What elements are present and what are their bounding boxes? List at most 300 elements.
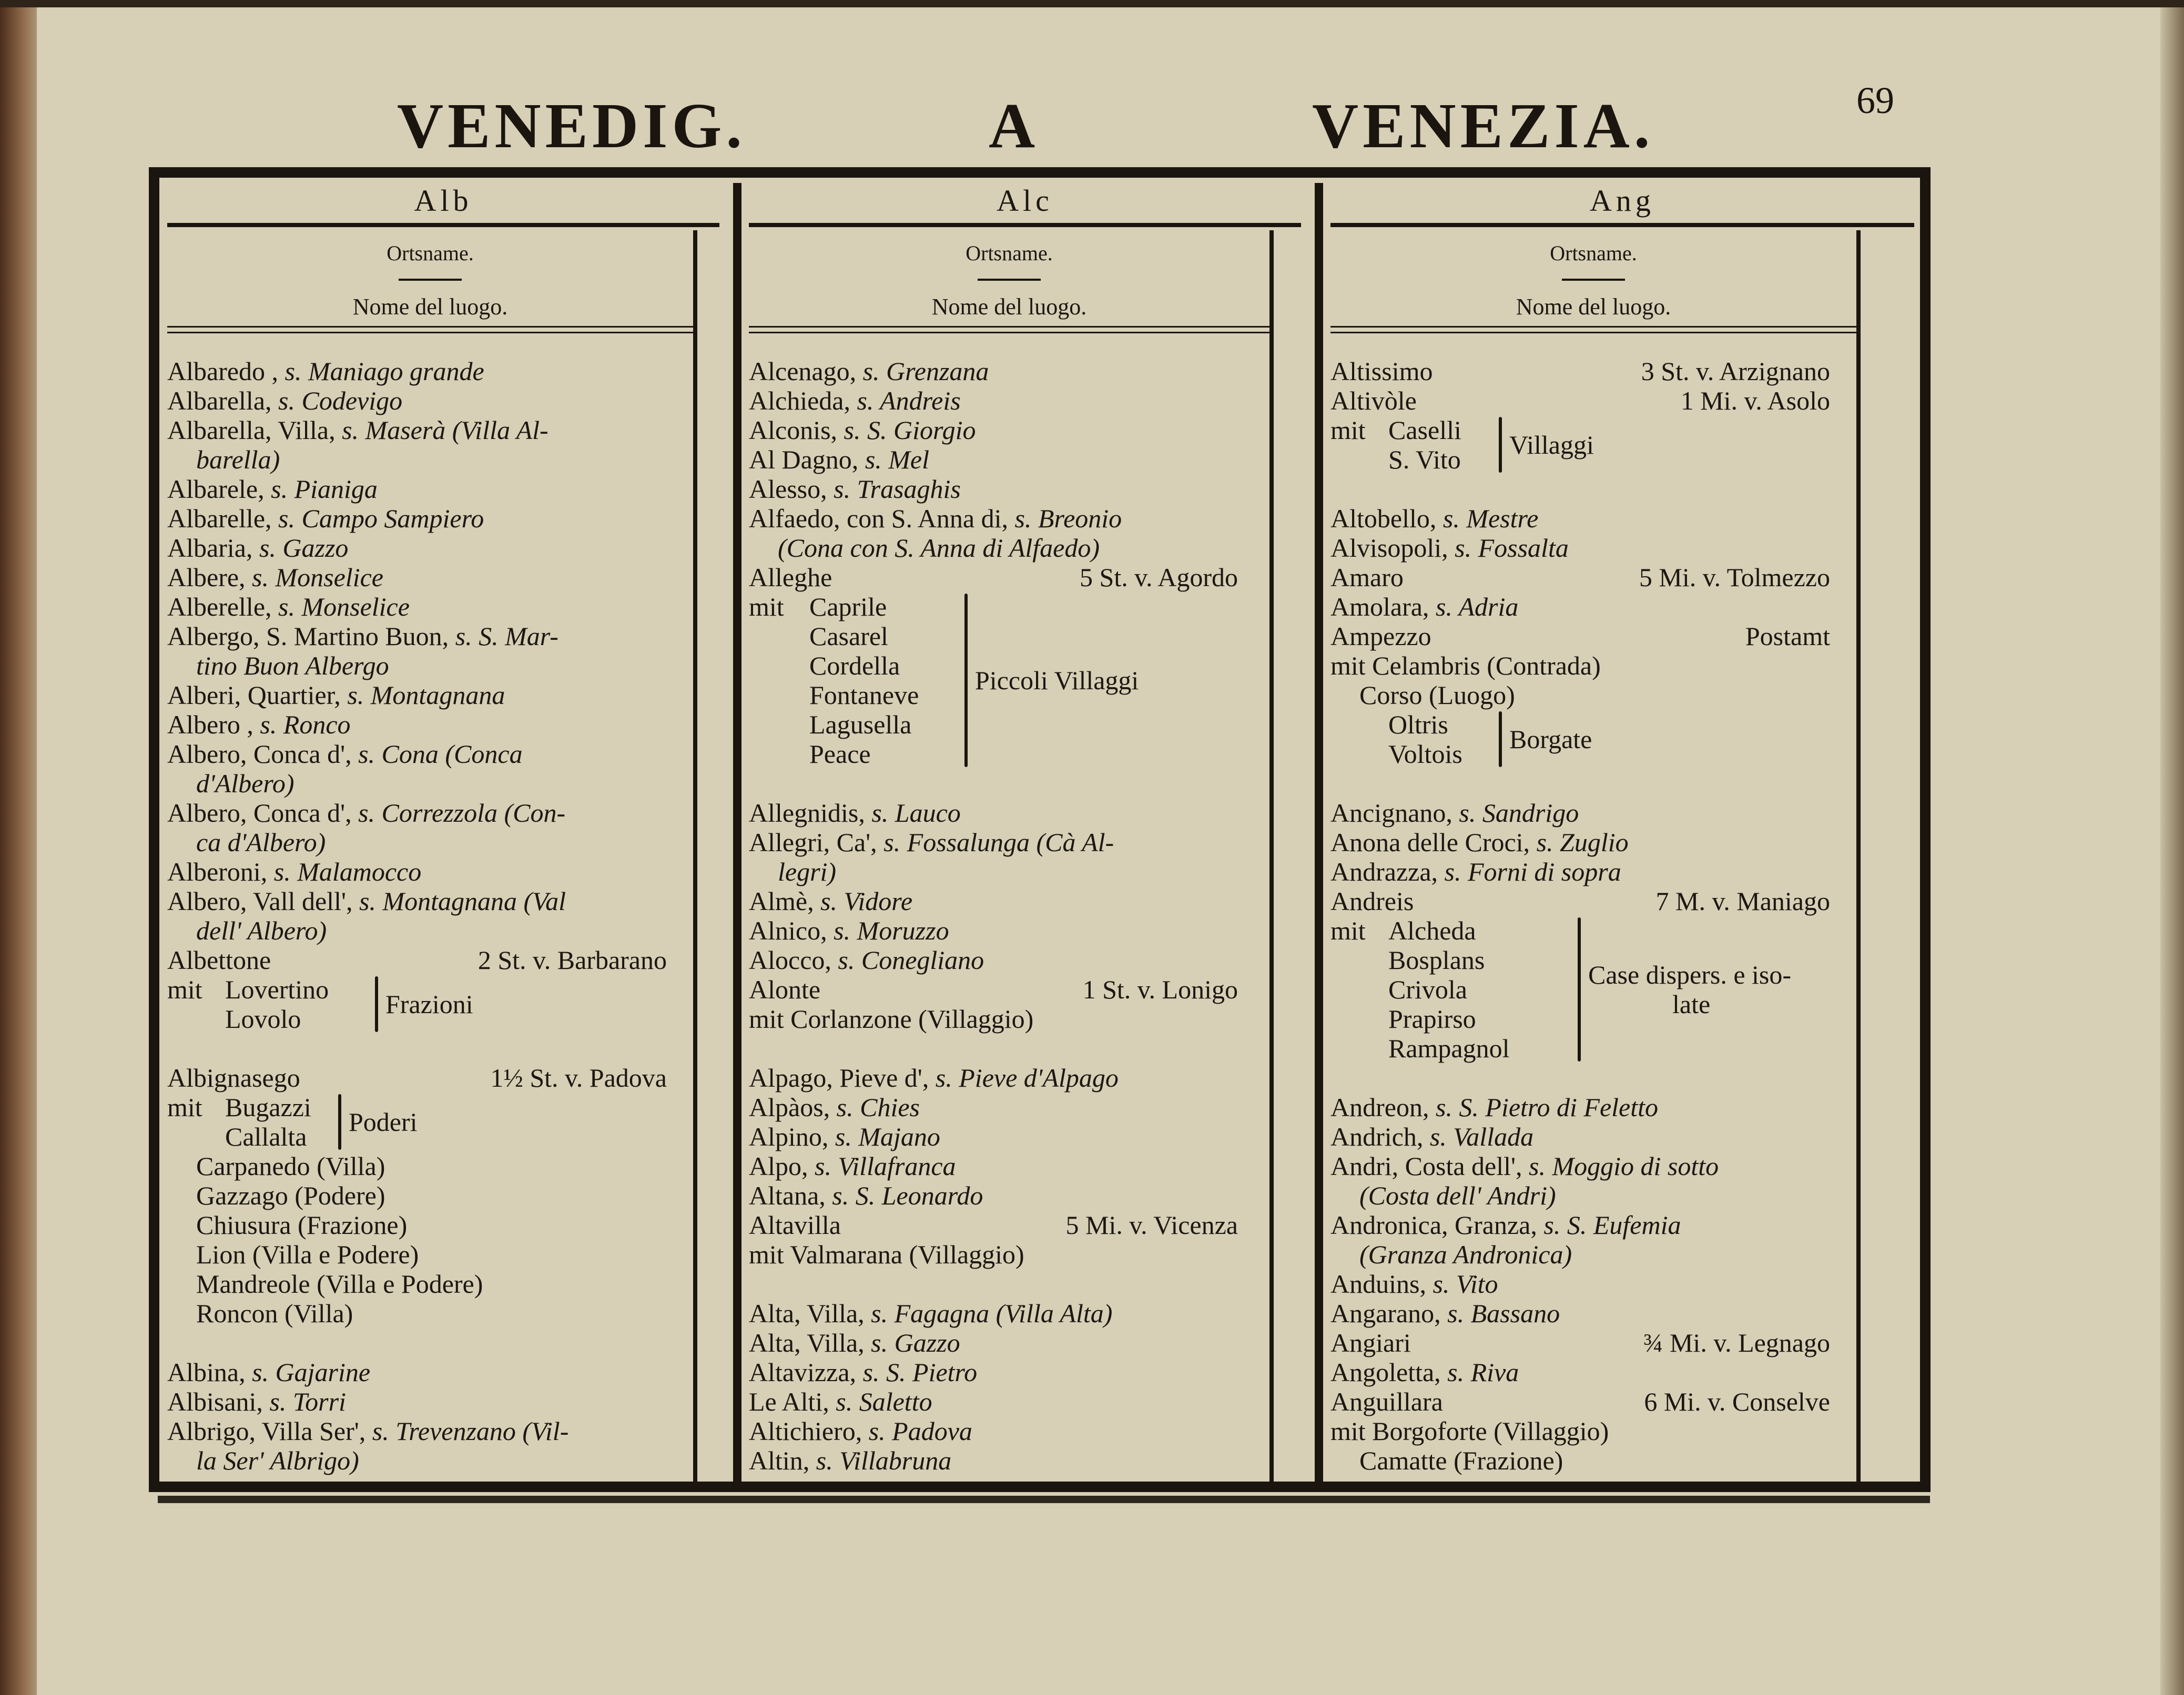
list-item bbox=[167, 445, 693, 474]
entry-name: Alocco, bbox=[749, 945, 838, 975]
list-item bbox=[167, 533, 693, 563]
column-subhead-german: Ortsname. bbox=[387, 241, 474, 265]
list-item bbox=[1330, 592, 1856, 621]
list-item bbox=[167, 945, 693, 975]
list-item bbox=[749, 1328, 1269, 1357]
brace bbox=[1499, 711, 1502, 767]
entry-reference: s. Riva bbox=[1447, 1357, 1519, 1387]
entry-name: Altin, bbox=[749, 1446, 816, 1475]
entry-distance: 1½ St. v. Padova bbox=[490, 1063, 667, 1092]
list-item bbox=[749, 975, 1269, 1004]
entry-name: Anduins, bbox=[1330, 1269, 1433, 1299]
list-item bbox=[167, 886, 693, 916]
entry-name: Andreis bbox=[1330, 886, 1414, 916]
entry-reference: s. S. Pietro di Feletto bbox=[1435, 1092, 1659, 1122]
group-item: Caprile bbox=[809, 592, 887, 621]
list-item bbox=[167, 1269, 693, 1299]
list-item bbox=[749, 1210, 1269, 1240]
brace-group bbox=[1330, 916, 1856, 1063]
group-item: Bugazzi bbox=[225, 1092, 311, 1122]
brace bbox=[1578, 917, 1581, 1061]
list-item bbox=[1330, 563, 1856, 592]
entry-name: Angiari bbox=[1330, 1328, 1411, 1357]
entry-reference: s. Montagnana (Val bbox=[359, 886, 566, 916]
entry-name: Alpo, bbox=[749, 1151, 815, 1181]
entry-name: Albrigo, Villa Ser', bbox=[167, 1416, 372, 1446]
entry-reference: (Costa dell' Andri) bbox=[1359, 1181, 1556, 1210]
list-item bbox=[749, 1092, 1269, 1122]
spacer bbox=[1330, 474, 1856, 504]
list-item bbox=[749, 356, 1269, 386]
list-item bbox=[1330, 828, 1856, 857]
entry-reference: s. Trasaghis bbox=[834, 474, 961, 504]
entry-name: Albere, bbox=[167, 563, 252, 592]
list-item bbox=[749, 1387, 1269, 1416]
entry-name: Albina, bbox=[167, 1357, 252, 1387]
entry-name: Altavilla bbox=[749, 1210, 841, 1240]
entry-name: Anguillara bbox=[1330, 1387, 1443, 1416]
entry-reference: s. Forni di sopra bbox=[1444, 857, 1621, 886]
entry-distance: 6 Mi. v. Conselve bbox=[1644, 1387, 1830, 1416]
spacer bbox=[1330, 1063, 1856, 1092]
entry-reference: s. Chies bbox=[836, 1092, 920, 1122]
entry-distance: ¾ Mi. v. Legnago bbox=[1643, 1328, 1830, 1357]
list-item bbox=[749, 445, 1269, 474]
entry-name: Albarele, bbox=[167, 474, 271, 504]
group-item: Lovolo bbox=[225, 1004, 301, 1034]
list-item bbox=[167, 798, 693, 828]
list-item bbox=[749, 828, 1269, 857]
entry-reference: s. Vidore bbox=[820, 886, 913, 916]
entry-reference: ca d'Albero) bbox=[196, 828, 326, 857]
list-item bbox=[1330, 1328, 1856, 1357]
entry-reference: s. Vito bbox=[1433, 1269, 1498, 1299]
group-label: Borgate bbox=[1509, 724, 1592, 754]
entry-name: Alberoni, bbox=[167, 857, 274, 886]
entry-reference: s. Gajarine bbox=[252, 1357, 371, 1387]
entry-reference: s. Monselice bbox=[252, 563, 383, 592]
brace-group bbox=[167, 1092, 693, 1151]
entry-reference: s. S. Leonardo bbox=[832, 1181, 983, 1210]
column-inner-line bbox=[693, 230, 697, 1482]
entry-name: mit Borgoforte (Villaggio) bbox=[1330, 1416, 1609, 1446]
entry-name: Alnico, bbox=[749, 916, 834, 945]
subhead-rule bbox=[978, 279, 1041, 281]
list-item bbox=[1330, 1416, 1856, 1446]
entry-name: Albettone bbox=[167, 945, 271, 975]
entry-name: Alleghe bbox=[749, 563, 832, 592]
entry-reference: s. Sandrigo bbox=[1459, 798, 1579, 828]
list-item bbox=[167, 1063, 693, 1092]
entry-reference: s. Pianiga bbox=[271, 474, 378, 504]
page-edge bbox=[2160, 0, 2184, 1695]
entry-reference: tino Buon Albergo bbox=[196, 651, 389, 680]
group-lead: mit bbox=[1330, 415, 1366, 445]
entry-name: Andronica, Granza, bbox=[1330, 1210, 1544, 1240]
entry-name: Altivòle bbox=[1330, 386, 1417, 415]
entry-name: Carpanedo (Villa) bbox=[196, 1151, 385, 1181]
entry-name: Altissimo bbox=[1330, 356, 1433, 386]
list-item bbox=[1330, 680, 1856, 710]
list-item bbox=[167, 504, 693, 533]
list-item bbox=[749, 1151, 1269, 1181]
list-item bbox=[167, 680, 693, 710]
entry-reference: s. Fossalta bbox=[1455, 533, 1569, 563]
column-top-rule bbox=[167, 223, 719, 227]
list-item bbox=[1330, 1181, 1856, 1210]
entry-name: mit Corlanzone (Villaggio) bbox=[749, 1004, 1034, 1034]
entry-reference: d'Albero) bbox=[196, 769, 294, 798]
entry-reference: s. Padova bbox=[868, 1416, 972, 1446]
entry-reference: s. Gazzo bbox=[259, 533, 349, 563]
column bbox=[167, 183, 719, 1482]
group-label: Villaggi bbox=[1509, 430, 1594, 460]
brace-group bbox=[749, 592, 1269, 769]
entry-reference: s. Codevigo bbox=[278, 386, 403, 415]
column-top-rule bbox=[749, 223, 1301, 227]
spacer bbox=[749, 1269, 1269, 1299]
entry-name: Gazzago (Podere) bbox=[196, 1181, 385, 1210]
entry-distance: 5 Mi. v. Tolmezzo bbox=[1639, 563, 1830, 592]
column-subhead-italian: Nome del luogo. bbox=[931, 294, 1087, 320]
entry-name: Altichiero, bbox=[749, 1416, 869, 1446]
list-item bbox=[749, 1122, 1269, 1151]
entry-name: Albarelle, bbox=[167, 504, 279, 533]
list-item bbox=[1330, 1387, 1856, 1416]
group-item: Callalta bbox=[225, 1122, 307, 1151]
entry-name: Mandreole (Villa e Podere) bbox=[196, 1269, 483, 1299]
entry-name: Andreon, bbox=[1330, 1092, 1436, 1122]
column-subhead-german: Ortsname. bbox=[966, 241, 1053, 265]
brace-group bbox=[1330, 710, 1856, 769]
list-item bbox=[1330, 356, 1856, 386]
group-item: Cordella bbox=[809, 651, 900, 680]
list-item bbox=[1330, 1122, 1856, 1151]
entry-name: Roncon (Villa) bbox=[196, 1299, 353, 1328]
spacer bbox=[1330, 769, 1856, 798]
subhead-rule bbox=[399, 279, 462, 281]
entry-reference: s. Gazzo bbox=[871, 1328, 960, 1357]
entry-reference: s. Trevenzano (Vil- bbox=[372, 1416, 569, 1446]
entry-name: Alpàos, bbox=[749, 1092, 837, 1122]
list-item bbox=[1330, 1151, 1856, 1181]
list-item bbox=[167, 1357, 693, 1387]
column-inner-line bbox=[1269, 230, 1274, 1482]
list-item bbox=[167, 857, 693, 886]
header-italian: VENEZIA. bbox=[1312, 90, 1654, 161]
list-item bbox=[749, 916, 1269, 945]
entry-name: Andri, Costa dell', bbox=[1330, 1151, 1529, 1181]
list-item bbox=[749, 1063, 1269, 1092]
list-item bbox=[749, 1004, 1269, 1034]
entry-name: Alberelle, bbox=[167, 592, 279, 621]
entry-name: Altana, bbox=[749, 1181, 832, 1210]
group-label: Frazioni bbox=[385, 989, 473, 1019]
entry-reference: s. Villafranca bbox=[815, 1151, 956, 1181]
list-item bbox=[167, 769, 693, 798]
entry-name: Alchieda, bbox=[749, 386, 857, 415]
entry-reference: la Ser' Albrigo) bbox=[196, 1446, 359, 1475]
group-lead: mit bbox=[749, 592, 784, 621]
list-item bbox=[167, 651, 693, 680]
entry-reference: s. Saletto bbox=[836, 1387, 932, 1416]
entry-reference: s. Montagnana bbox=[347, 680, 505, 710]
entry-distance: 7 M. v. Maniago bbox=[1655, 886, 1830, 916]
entry-name: Alpago, Pieve d', bbox=[749, 1063, 936, 1092]
entry-reference: s. Mel bbox=[865, 445, 930, 474]
entry-name: Albarella, Villa, bbox=[167, 415, 342, 445]
list-item bbox=[1330, 533, 1856, 563]
entry-reference: s. S. Eufemia bbox=[1543, 1210, 1681, 1240]
list-item bbox=[167, 739, 693, 769]
entry-reference: s. Pieve d'Alpago bbox=[935, 1063, 1119, 1092]
column-rule bbox=[749, 332, 1269, 333]
entry-name: Alonte bbox=[749, 975, 821, 1004]
entry-reference: s. S. Giorgio bbox=[844, 415, 976, 445]
bottom-rule bbox=[158, 1496, 1930, 1503]
entry-reference: s. Lauco bbox=[871, 798, 961, 828]
entry-reference: s. Moruzzo bbox=[834, 916, 949, 945]
entry-reference: s. Bassano bbox=[1447, 1299, 1560, 1328]
group-item: Caselli bbox=[1388, 415, 1461, 445]
entry-reference: s. Andreis bbox=[857, 386, 961, 415]
group-item: Prapirso bbox=[1388, 1004, 1476, 1034]
entry-reference: barella) bbox=[196, 445, 280, 474]
group-lead: mit bbox=[1330, 916, 1366, 945]
entry-reference: s. Fossalunga (Cà Al- bbox=[883, 828, 1114, 857]
list-item bbox=[749, 1357, 1269, 1387]
entry-reference: s. Vallada bbox=[1429, 1122, 1534, 1151]
entry-reference: s. Maserà (Villa Al- bbox=[342, 415, 548, 445]
brace-group bbox=[167, 975, 693, 1034]
group-item: Lovertino bbox=[225, 975, 329, 1004]
entry-reference: s. Mestre bbox=[1443, 504, 1539, 533]
group-item: S. Vito bbox=[1388, 445, 1461, 474]
entry-reference: s. Grenzana bbox=[862, 356, 989, 386]
list-item bbox=[749, 415, 1269, 445]
list-item bbox=[749, 798, 1269, 828]
entry-name: Ancignano, bbox=[1330, 798, 1459, 828]
entry-list bbox=[749, 356, 1269, 1475]
list-item bbox=[167, 710, 693, 739]
entry-name: Anona delle Croci, bbox=[1330, 828, 1537, 857]
group-item: Bosplans bbox=[1388, 945, 1485, 975]
entry-name: Allegri, Ca', bbox=[749, 828, 884, 857]
brace bbox=[1499, 417, 1502, 473]
list-item bbox=[167, 1446, 693, 1475]
entry-reference: s. Breonio bbox=[1014, 504, 1122, 533]
list-item bbox=[167, 356, 693, 386]
list-item bbox=[1330, 1299, 1856, 1328]
entry-name: Albaredo , bbox=[167, 356, 285, 386]
list-item bbox=[167, 1240, 693, 1269]
list-item bbox=[1330, 857, 1856, 886]
brace-group bbox=[1330, 415, 1856, 474]
entry-name: mit Valmarana (Villaggio) bbox=[749, 1240, 1024, 1269]
entry-reference: s. Zuglio bbox=[1536, 828, 1629, 857]
page-number: 69 bbox=[1856, 79, 1894, 121]
entry-name: Ampezzo bbox=[1330, 621, 1431, 651]
entry-name: Alberi, Quartier, bbox=[167, 680, 348, 710]
column-inner-line bbox=[1856, 230, 1861, 1482]
column-title: Alb bbox=[414, 183, 473, 218]
group-item: Crivola bbox=[1388, 975, 1467, 1004]
entry-name: Angoletta, bbox=[1330, 1357, 1448, 1387]
entry-name: Albero, Vall dell', bbox=[167, 886, 359, 916]
entry-name: Camatte (Frazione) bbox=[1359, 1446, 1563, 1475]
group-lead: mit bbox=[167, 1092, 202, 1122]
entry-reference: legri) bbox=[778, 857, 837, 886]
list-item bbox=[167, 563, 693, 592]
list-item bbox=[749, 1181, 1269, 1210]
column-subhead-italian: Nome del luogo. bbox=[1516, 294, 1671, 320]
entry-name: Alta, Villa, bbox=[749, 1328, 871, 1357]
list-item bbox=[1330, 1240, 1856, 1269]
entry-name: Alconis, bbox=[749, 415, 844, 445]
entry-name: Albaria, bbox=[167, 533, 259, 563]
list-item bbox=[749, 533, 1269, 563]
entry-name: Albignasego bbox=[167, 1063, 300, 1092]
column-rule bbox=[1330, 332, 1856, 333]
entry-name: Amolara, bbox=[1330, 592, 1436, 621]
list-item bbox=[1330, 1269, 1856, 1299]
list-item bbox=[749, 1446, 1269, 1475]
column-title: Ang bbox=[1590, 183, 1655, 218]
header-letter: A bbox=[989, 90, 1035, 161]
entry-name: Altobello, bbox=[1330, 504, 1443, 533]
list-item bbox=[1330, 1357, 1856, 1387]
entry-distance: 1 Mi. v. Asolo bbox=[1680, 386, 1830, 415]
brace bbox=[964, 594, 968, 767]
list-item bbox=[749, 474, 1269, 504]
entry-reference: s. Adria bbox=[1435, 592, 1519, 621]
brace bbox=[375, 976, 378, 1032]
list-item bbox=[167, 916, 693, 945]
entry-reference: dell' Albero) bbox=[196, 916, 327, 945]
entry-reference: s. Torri bbox=[269, 1387, 346, 1416]
entry-name: Altavizza, bbox=[749, 1357, 863, 1387]
entry-distance: 5 Mi. v. Vicenza bbox=[1065, 1210, 1238, 1240]
entry-name: Albisani, bbox=[167, 1387, 270, 1416]
entry-list bbox=[1330, 356, 1856, 1475]
group-item: Fontaneve bbox=[809, 680, 919, 710]
entry-name: Albarella, bbox=[167, 386, 279, 415]
list-item bbox=[749, 386, 1269, 415]
list-item bbox=[167, 386, 693, 415]
entry-reference: s. Majano bbox=[835, 1122, 940, 1151]
entry-name: Angarano, bbox=[1330, 1299, 1448, 1328]
entry-name: Le Alti, bbox=[749, 1387, 836, 1416]
column-separator bbox=[733, 183, 741, 1482]
list-item bbox=[1330, 886, 1856, 916]
list-item bbox=[749, 1299, 1269, 1328]
list-item bbox=[749, 857, 1269, 886]
entry-name: Lion (Villa e Podere) bbox=[196, 1240, 419, 1269]
entry-name: Al Dagno, bbox=[749, 445, 865, 474]
list-item bbox=[1330, 386, 1856, 415]
group-label: Case dispers. e iso- bbox=[1588, 960, 1792, 989]
list-item bbox=[167, 474, 693, 504]
list-item bbox=[1330, 651, 1856, 680]
list-item bbox=[167, 1416, 693, 1446]
column-rule bbox=[167, 332, 693, 333]
entry-reference: s. S. Mar- bbox=[455, 621, 558, 651]
column-subhead-italian: Nome del luogo. bbox=[352, 294, 508, 320]
column-top-rule bbox=[1330, 223, 1914, 227]
entry-name: Albero, Conca d', bbox=[167, 798, 359, 828]
header-german: VENEDIG. bbox=[397, 90, 746, 161]
group-label: Poderi bbox=[349, 1107, 418, 1137]
entry-name: Alfaedo, con S. Anna di, bbox=[749, 504, 1015, 533]
list-item bbox=[167, 1151, 693, 1181]
entry-name: Almè, bbox=[749, 886, 821, 916]
column-title: Alc bbox=[997, 183, 1053, 218]
subhead-rule bbox=[1562, 279, 1625, 281]
group-item: Oltris bbox=[1388, 710, 1448, 739]
list-item bbox=[749, 945, 1269, 975]
list-item bbox=[1330, 1446, 1856, 1475]
column-rule bbox=[167, 326, 693, 328]
list-item bbox=[167, 1299, 693, 1328]
entry-reference: s. S. Pietro bbox=[862, 1357, 978, 1387]
spacer bbox=[749, 769, 1269, 798]
group-item: Lagusella bbox=[809, 710, 912, 739]
list-item bbox=[167, 1181, 693, 1210]
list-item bbox=[1330, 1092, 1856, 1122]
group-item: Rampagnol bbox=[1388, 1034, 1510, 1063]
entry-name: Andrazza, bbox=[1330, 857, 1445, 886]
entry-name: Alpino, bbox=[749, 1122, 835, 1151]
entry-name: Alesso, bbox=[749, 474, 834, 504]
entry-name: Allegnidis, bbox=[749, 798, 872, 828]
column bbox=[749, 183, 1301, 1482]
column-rule bbox=[749, 326, 1269, 328]
entry-distance: 1 St. v. Lonigo bbox=[1082, 975, 1238, 1004]
entry-reference: s. Maniago grande bbox=[285, 356, 484, 386]
list-item bbox=[167, 828, 693, 857]
list-item bbox=[749, 1240, 1269, 1269]
entry-distance: 5 St. v. Agordo bbox=[1080, 563, 1238, 592]
entry-reference: s. Cona (Conca bbox=[358, 739, 523, 769]
list-item bbox=[167, 1210, 693, 1240]
top-edge bbox=[0, 0, 2184, 7]
list-item bbox=[1330, 504, 1856, 533]
entry-reference: s. Conegliano bbox=[838, 945, 984, 975]
entry-reference: s. Correzzola (Con- bbox=[358, 798, 566, 828]
list-item bbox=[749, 1416, 1269, 1446]
column bbox=[1330, 183, 1914, 1482]
entry-reference: s. Moggio di sotto bbox=[1529, 1151, 1719, 1181]
entry-name: Alta, Villa, bbox=[749, 1299, 871, 1328]
list-item bbox=[167, 1387, 693, 1416]
group-label: late bbox=[1672, 989, 1711, 1019]
group-item: Alcheda bbox=[1388, 916, 1476, 945]
entry-name: Albero , bbox=[167, 710, 260, 739]
list-item bbox=[749, 886, 1269, 916]
entry-name: Albergo, S. Martino Buon, bbox=[167, 621, 455, 651]
spacer bbox=[167, 1328, 693, 1357]
list-item bbox=[1330, 1210, 1856, 1240]
group-label: Piccoli Villaggi bbox=[975, 666, 1139, 695]
group-item: Voltois bbox=[1388, 739, 1462, 769]
entry-name: Albero, Conca d', bbox=[167, 739, 359, 769]
entry-list bbox=[167, 356, 693, 1475]
entry-name: Chiusura (Frazione) bbox=[196, 1210, 408, 1240]
entry-reference: s. Fagagna (Villa Alta) bbox=[871, 1299, 1113, 1328]
column-separator bbox=[1315, 183, 1323, 1482]
list-item bbox=[1330, 621, 1856, 651]
entry-reference: s. Monselice bbox=[278, 592, 410, 621]
